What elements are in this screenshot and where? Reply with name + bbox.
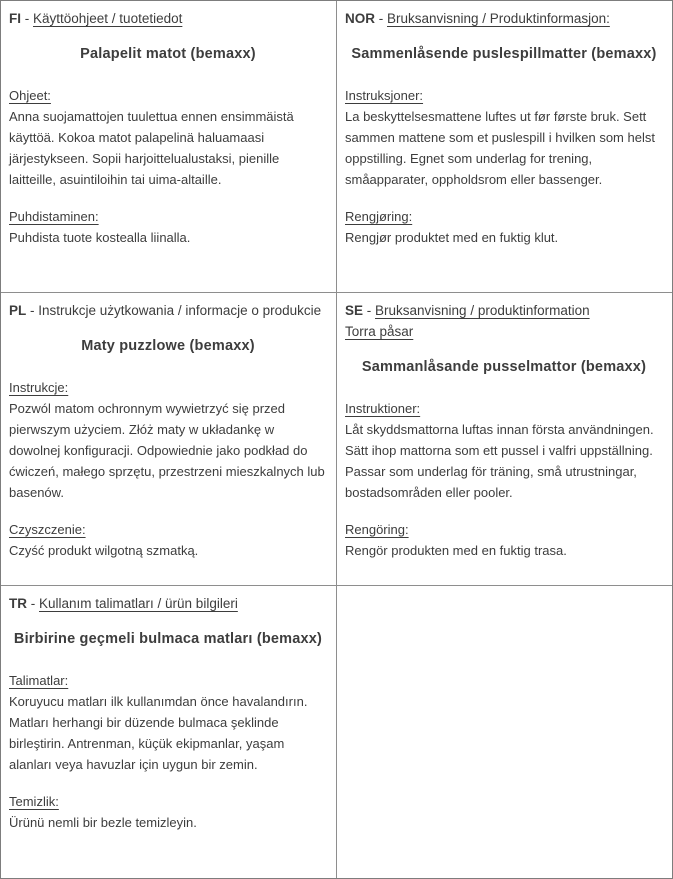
cleaning-section [345, 519, 663, 561]
section-label: Czyszczenie: [9, 522, 86, 537]
section-header-pl [9, 300, 327, 321]
section-label: Talimatlar: [9, 673, 69, 688]
cleaning-section [9, 791, 327, 833]
product-title: Sammenlåsende puslespillmatter (bemaxx) [351, 46, 657, 62]
cleaning-section [9, 519, 327, 561]
section-body: La beskyttelsesmattene luftes ut før første bruk. Sett sammen mattene som et puslespill i hvilken som helst oppstilling. Egnet som underlag for trening, småapparater, oppholdsrom eller bassenger. [345, 109, 655, 187]
section-body: Låt skyddsmattorna luftas innan första användningen. Sätt ihop mattorna som ett pussel i valfri uppställning. Passar som underlag för träning, små utrustningar, bostadsområden eller pooler. [345, 422, 654, 500]
section-nor [337, 1, 672, 293]
header-title: Instrukcje użytkowania / informacje o produkcie [38, 303, 322, 318]
language-code: PL [9, 303, 27, 318]
section-body: Koruyucu matları ilk kullanımdan önce havalandırın. Matları herhangi bir düzende bulmaca şeklinde birleştirin. Antrenman, küçük ekipmanlar, yaşam alanları veya havuzlar için uygun bir zemin. [9, 694, 308, 772]
product-title: Birbirine geçmeli bulmaca matları (bemaxx) [13, 631, 323, 647]
section-label: Instruksjoner: [345, 88, 424, 103]
header-separator: - [27, 596, 39, 611]
section-body: Rengjør produktet med en fuktig klut. [345, 230, 559, 245]
language-code: FI [9, 11, 21, 26]
section-body: Ürünü nemli bir bezle temizleyin. [9, 815, 197, 830]
product-title: Maty puzzlowe (bemaxx) [81, 338, 255, 354]
section-body: Rengör produkten med en fuktig trasa. [345, 543, 567, 558]
section-tr [1, 586, 337, 878]
section-label: Temizlik: [9, 794, 59, 809]
language-code: NOR [345, 11, 375, 26]
section-header-tr [9, 593, 327, 614]
section-label: Ohjeet: [9, 88, 51, 103]
section-label: Rengjøring: [345, 209, 413, 224]
section-body: Puhdista tuote kostealla liinalla. [9, 230, 191, 245]
header-separator: - [375, 11, 387, 26]
header-title: Bruksanvisning / Produktinformasjon: [387, 11, 610, 26]
header-separator: - [21, 11, 33, 26]
section-fi [1, 1, 337, 293]
language-code: SE [345, 303, 364, 318]
section-body: Anna suojamattojen tuulettua ennen ensimmäistä käyttöä. Kokoa matot palapelinä haluamaasi järjestykseen. Sopii harjoittelualustaksi, pienille laitteille, asuintiloihin tai uima-altaille. [9, 109, 294, 187]
section-header-nor [345, 8, 663, 29]
section-body: Czyść produkt wilgotną szmatką. [9, 543, 199, 558]
header-title: Käyttöohjeet / tuotetiedot [33, 11, 183, 26]
header-title: Kullanım talimatları / ürün bilgileri [39, 596, 238, 611]
instructions-section [345, 398, 663, 503]
section-label: Instruktioner: [345, 401, 421, 416]
product-title: Sammanlåsande pusselmattor (bemaxx) [361, 359, 647, 375]
section-body: Pozwól matom ochronnym wywietrzyć się przed pierwszym użyciem. Złóż maty w układankę w dowolnej konfiguracji. Odpowiednie jako podkład do ćwiczeń, małego sprzętu, przestrzeni mieszkalnych lub basenów. [9, 401, 325, 500]
section-pl [1, 293, 337, 586]
empty-cell [337, 586, 672, 878]
language-code: TR [9, 596, 27, 611]
section-label: Rengöring: [345, 522, 409, 537]
instructions-section [345, 85, 663, 190]
instructions-section [9, 85, 327, 190]
section-se [337, 293, 672, 586]
cleaning-section [9, 206, 327, 248]
instructions-section [9, 377, 327, 503]
header-separator: - [26, 303, 39, 318]
product-title: Palapelit matot (bemaxx) [80, 46, 256, 62]
header-title: Bruksanvisning / produktinformation [375, 303, 590, 318]
section-header-se [345, 300, 663, 342]
instructions-section [9, 670, 327, 775]
section-label: Instrukcje: [9, 380, 69, 395]
header-separator: - [363, 303, 376, 318]
section-header-fi [9, 8, 327, 29]
section-label: Puhdistaminen: [9, 209, 99, 224]
cleaning-section [345, 206, 663, 248]
header-subtitle: Torra påsar [345, 324, 414, 339]
